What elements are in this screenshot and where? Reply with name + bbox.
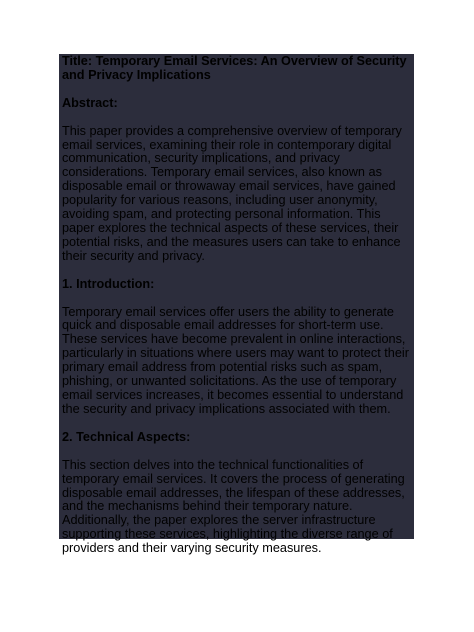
technical-aspects-heading: 2. Technical Aspects: [62, 429, 191, 444]
introduction-heading: 1. Introduction: [62, 276, 155, 291]
abstract-heading: Abstract: [62, 95, 118, 110]
document-text-block [59, 54, 414, 556]
technical-aspects-body: This section delves into the technical functionalities of temporary email services. It covers the process of generating disposable email addresses, the lifespan of these addresses, and the mechanisms behind their temporary nature. Additionally, the paper explores the server infrastructure supporting these services, highlighting the diverse range of providers and their varying security measures. [62, 457, 405, 556]
document-title: Title: Temporary Email Services: An Overview of Security and Privacy Implications [62, 54, 407, 82]
abstract-body: This paper provides a comprehensive overview of temporary email services, examining their role in contemporary digital communication, security implications, and privacy considerations. Temporary email services, also known as disposable email or throwaway email services, have gained popularity for various reasons, including user anonymity, avoiding spam, and protecting personal information. This paper explores the technical aspects of these services, their potential risks, and the measures users can take to enhance their security and privacy. [62, 123, 402, 263]
document-content [62, 55, 414, 556]
introduction-body: Temporary email services offer users the ability to generate quick and disposable email addresses for short-term use. These services have become prevalent in online interactions, particularly in situations where users may want to protect their primary email address from potential risks such as spam, phishing, or unwanted solicitations. As the use of temporary email services increases, it becomes essential to understand the security and privacy implications associated with them. [62, 304, 409, 416]
